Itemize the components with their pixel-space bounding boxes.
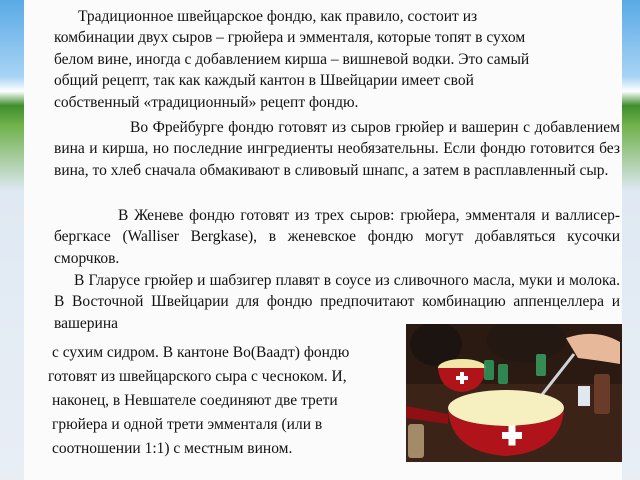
text-line-1: с сухим сидром. В кантоне Во(Ваадт) фондю bbox=[52, 344, 350, 361]
paragraph-geneva: В Женеве фондю готовят из трех сыров: грюйера, эмменталя и валлисер-бергкасе (Walliser Bergkase), в женевское фондю могут добавляться кусочки сморчков. bbox=[54, 207, 620, 267]
paragraph-freiburg: Во Фрейбурге фондю готовят из сыров грюйер и вашерин с добавлением вина и кирша, но последние ингредиенты необязательны. Если фондю готовится без вина, то хлеб сначала обмакивают в сливовый шнапс, а затем в расплавленный сыр. bbox=[54, 119, 620, 179]
text-line-2: готовят из швейцарского сыра с чесноком. И, bbox=[48, 368, 347, 385]
paragraph-glarus: В Гларусе грюйер и шабзигер плавят в соусе из сливочного масла, муки и молока. В Восточной Швейцарии для фондю предпочитают комбинацию аппенцеллера и вашерина bbox=[54, 272, 620, 332]
paragraph-traditional: Традиционное швейцарское фондю, как правило, состоит из комбинации двух сыров – грюйера и эмменталя, которые топят в сухом белом вине, иногда с добавлением кирша – вишневой водки. Это самый общий рецепт, так как каждый кантон в Швейцарии имеет свой собственный «традиционный» рецепт фондю. bbox=[54, 8, 530, 111]
fondue-photo bbox=[406, 324, 622, 462]
landscape-strip-right bbox=[622, 0, 640, 480]
text-line-4: грюйера и одной трети эмменталя (или в bbox=[52, 416, 323, 433]
text-line-3: наконец, в Невшателе соединяют две трети bbox=[52, 392, 338, 409]
landscape-strip-left bbox=[0, 0, 24, 480]
text-line-5: соотношении 1:1) с местным вином. bbox=[52, 440, 293, 457]
